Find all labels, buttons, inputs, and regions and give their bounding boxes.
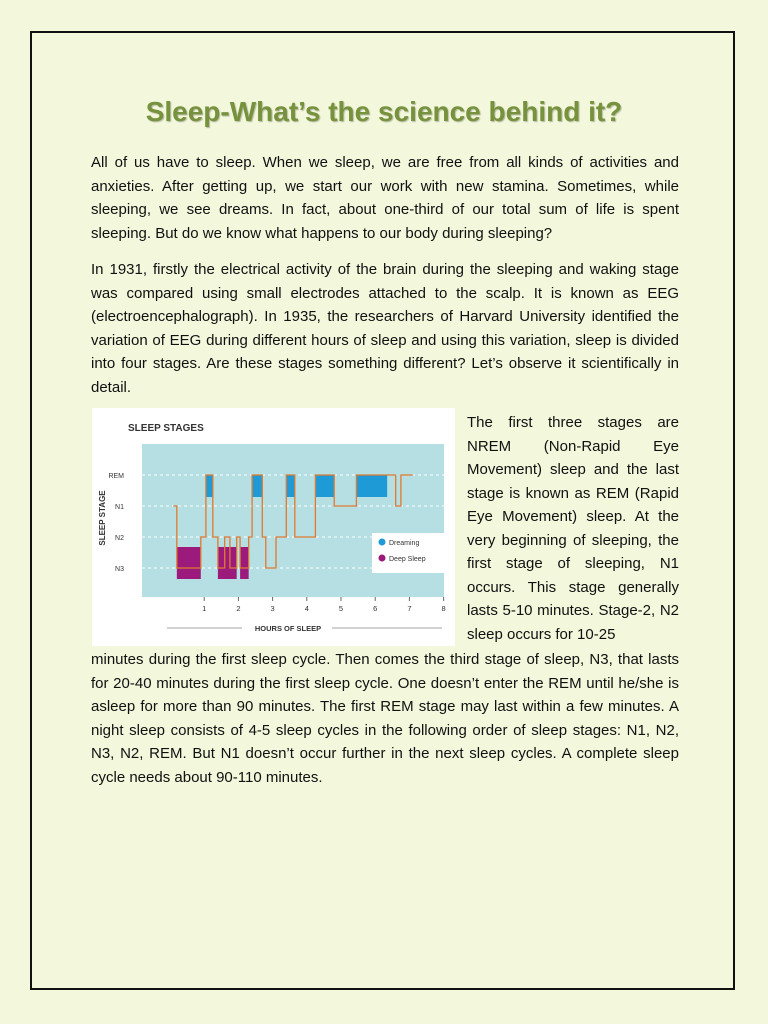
- x-tick-2: 2: [236, 604, 241, 613]
- paragraph-intro: All of us have to sleep. When we sleep, we are free from all kinds of activities and anxieties. After getting up, we start our work with new stamina. Sometimes, while sleeping, we see dreams. In fact, about one-third of our total sum of life is spent sleeping. But do we know what happens to our body during sleeping?: [91, 154, 679, 242]
- x-tick-8: 8: [441, 604, 446, 613]
- x-tick-1: 1: [202, 604, 207, 613]
- sleep-stages-svg: [92, 408, 455, 646]
- y-axis-label: SLEEP STAGE: [98, 490, 107, 546]
- legend-label-0: Dreaming: [389, 540, 420, 547]
- dreaming-block: [206, 475, 213, 497]
- deep-sleep-block: [177, 547, 201, 579]
- x-tick-5: 5: [338, 604, 344, 613]
- legend-label-1: Deep Sleep: [389, 556, 426, 563]
- y-tick-n3: N3: [115, 566, 124, 573]
- dreaming-block: [315, 475, 334, 497]
- deep-sleep-block: [218, 547, 237, 579]
- x-tick-4: 4: [304, 604, 309, 613]
- sleep-stages-chart: [92, 408, 455, 646]
- x-tick-7: 7: [407, 604, 412, 613]
- chart-title: SLEEP STAGES: [128, 423, 204, 434]
- paragraph-history: In 1931, firstly the electrical activity of the brain during the sleeping and waking stage was compared using small electrodes attached to the scalp. It is known as EEG (electroencephalograph). In 1935, the researchers of Harvard University identified the variation of EEG during different hours of sleep and using this variation, sleep is divided into four stages. Are these stages something different? Let’s observe it scientifically in detail.: [91, 261, 679, 396]
- y-tick-rem: REM: [108, 473, 124, 480]
- y-tick-n1: N1: [115, 504, 124, 511]
- x-tick-3: 3: [270, 604, 275, 613]
- dreaming-block: [356, 475, 387, 497]
- page-title: Sleep-What’s the science behind it?: [145, 96, 623, 127]
- legend-dot-0: [379, 539, 386, 546]
- y-tick-n2: N2: [115, 535, 124, 542]
- x-tick-6: 6: [373, 604, 378, 613]
- legend-dot-1: [379, 555, 386, 562]
- paragraph-stages-side: The first three stages are NREM (Non-Rapid Eye Movement) sleep and the last stage is known as REM (Rapid Eye Movement) sleep. At the very beginning of sleeping, the first stage of sleeping, N1 occurs. This stage generally lasts 5-10 minutes. Stage-2, N2 sleep occurs for 10-25: [467, 414, 679, 643]
- deep-sleep-block: [240, 547, 249, 579]
- dreaming-block: [286, 475, 295, 497]
- dreaming-block: [252, 475, 262, 497]
- paragraph-stages-cont: minutes during the first sleep cycle. Then comes the third stage of sleep, N3, that lasts for 20-40 minutes during the first sleep cycle. One doesn’t enter the REM until he/she is asleep for more than 90 minutes. The first REM stage may last within a few minutes. A night sleep consists of 4-5 sleep cycles in the following order of sleep stages: N1, N2, N3, N2, REM. But N1 doesn’t occur further in the next sleep cycles. A complete sleep cycle needs about 90-110 minutes.: [91, 651, 679, 786]
- x-axis-label: HOURS OF SLEEP: [254, 624, 322, 633]
